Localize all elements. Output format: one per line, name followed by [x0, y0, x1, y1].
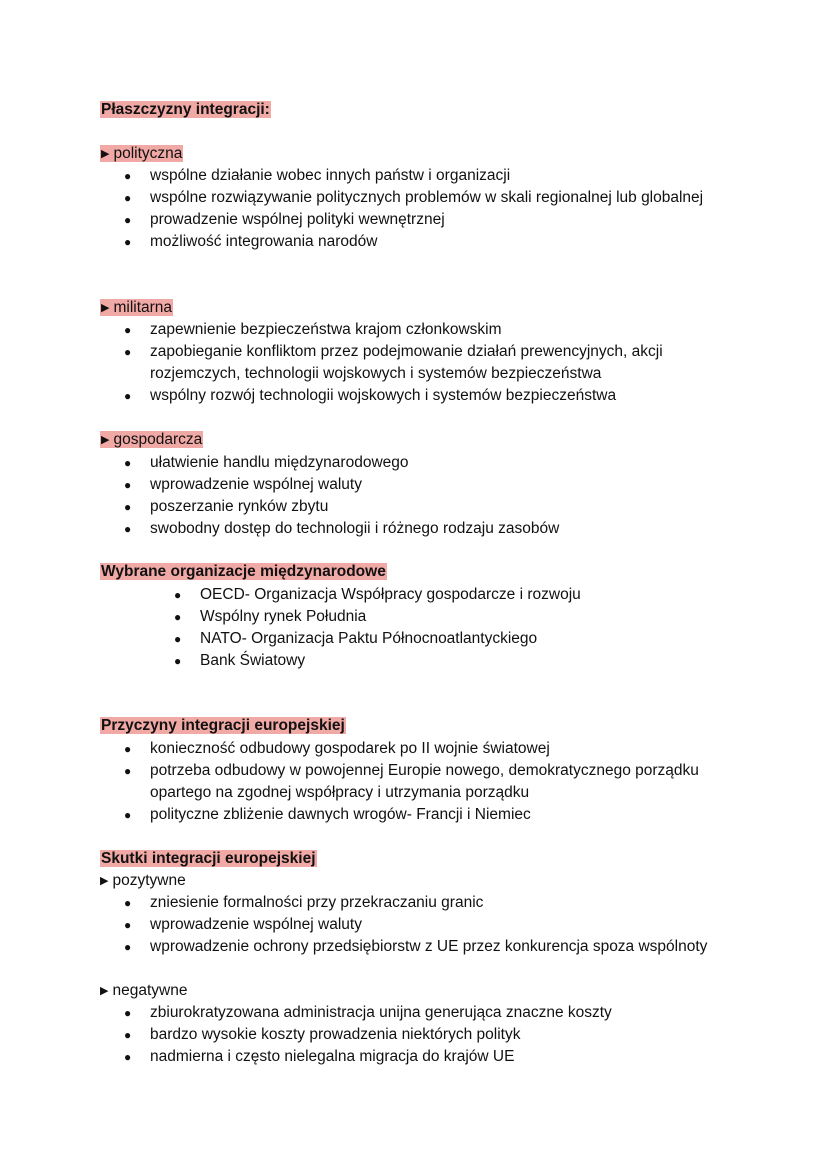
subheading-polityczna: ▶ polityczna	[101, 145, 183, 162]
list-pozytywne	[124, 892, 710, 958]
section-title-skutki: Skutki integracji europejskiej	[101, 850, 316, 867]
list-item: ● zapobieganie konfliktom przez podejmowanie działań prewencyjnych, akcji rozjemczych, technologii wojskowych i systemów bezpieczeństwa	[124, 341, 710, 385]
triangle-bullet-icon: ▶	[101, 434, 110, 446]
list-organizacje	[174, 584, 760, 672]
list-polityczna	[124, 165, 710, 253]
list-przyczyny	[124, 738, 710, 826]
list-item: ● bardzo wysokie koszty prowadzenia niektórych polityk	[124, 1024, 710, 1046]
list-item: ● nadmierna i często nielegalna migracja do krajów UE	[124, 1046, 710, 1068]
subheading-pozytywne: ▶ pozytywne	[100, 872, 186, 889]
subheading-negatywne: ▶ negatywne	[100, 982, 188, 999]
list-item: ● Bank Światowy	[174, 650, 760, 672]
list-item: ● prowadzenie wspólnej polityki wewnętrznej	[124, 209, 710, 231]
list-item: ● swobodny dostęp do technologii i różnego rodzaju zasobów	[124, 518, 710, 540]
list-item: ● zapewnienie bezpieczeństwa krajom członkowskim	[124, 319, 710, 341]
list-item: ● poszerzanie rynków zbytu	[124, 496, 710, 518]
list-item: ● Wspólny rynek Południa	[174, 606, 760, 628]
list-item: ● wspólne działanie wobec innych państw i organizacji	[124, 165, 710, 187]
subheading-militarna: ▶ militarna	[101, 299, 173, 316]
list-item: ● wprowadzenie wspólnej waluty	[124, 474, 710, 496]
triangle-bullet-icon: ▶	[101, 148, 110, 160]
list-item: ● konieczność odbudowy gospodarek po II wojnie światowej	[124, 738, 710, 760]
list-item: ● wprowadzenie wspólnej waluty	[124, 914, 710, 936]
list-item: ● wspólny rozwój technologii wojskowych i systemów bezpieczeństwa	[124, 385, 710, 407]
list-item: ● możliwość integrowania narodów	[124, 231, 710, 253]
list-item: ● ułatwienie handlu międzynarodowego	[124, 452, 710, 474]
section-title-plaszczyzny: Płaszczyzny integracji:	[101, 101, 270, 118]
subheading-gospodarcza: ▶ gospodarcza	[101, 431, 203, 448]
list-item: ● OECD- Organizacja Współpracy gospodarcze i rozwoju	[174, 584, 760, 606]
list-item: ● NATO- Organizacja Paktu Północnoatlantyckiego	[174, 628, 760, 650]
list-gospodarcza	[124, 452, 710, 540]
list-item: ● polityczne zbliżenie dawnych wrogów- Francji i Niemiec	[124, 804, 710, 826]
list-item: ● wprowadzenie ochrony przedsiębiorstw z UE przez konkurencja spoza wspólnoty	[124, 936, 710, 958]
list-item: ● potrzeba odbudowy w powojennej Europie nowego, demokratycznego porządku opartego na zgodnej współpracy i utrzymania porządku	[124, 760, 710, 804]
section-title-organizacje: Wybrane organizacje międzynarodowe	[101, 563, 386, 580]
list-negatywne	[124, 1002, 710, 1068]
list-militarna	[124, 319, 710, 407]
triangle-bullet-icon: ▶	[100, 985, 109, 997]
list-item: ● zniesienie formalności przy przekraczaniu granic	[124, 892, 710, 914]
list-item: ● wspólne rozwiązywanie politycznych problemów w skali regionalnej lub globalnej	[124, 187, 710, 209]
list-item: ● zbiurokratyzowana administracja unijna generująca znaczne koszty	[124, 1002, 710, 1024]
triangle-bullet-icon: ▶	[101, 302, 110, 314]
section-title-przyczyny: Przyczyny integracji europejskiej	[101, 717, 345, 734]
triangle-bullet-icon: ▶	[100, 875, 109, 887]
